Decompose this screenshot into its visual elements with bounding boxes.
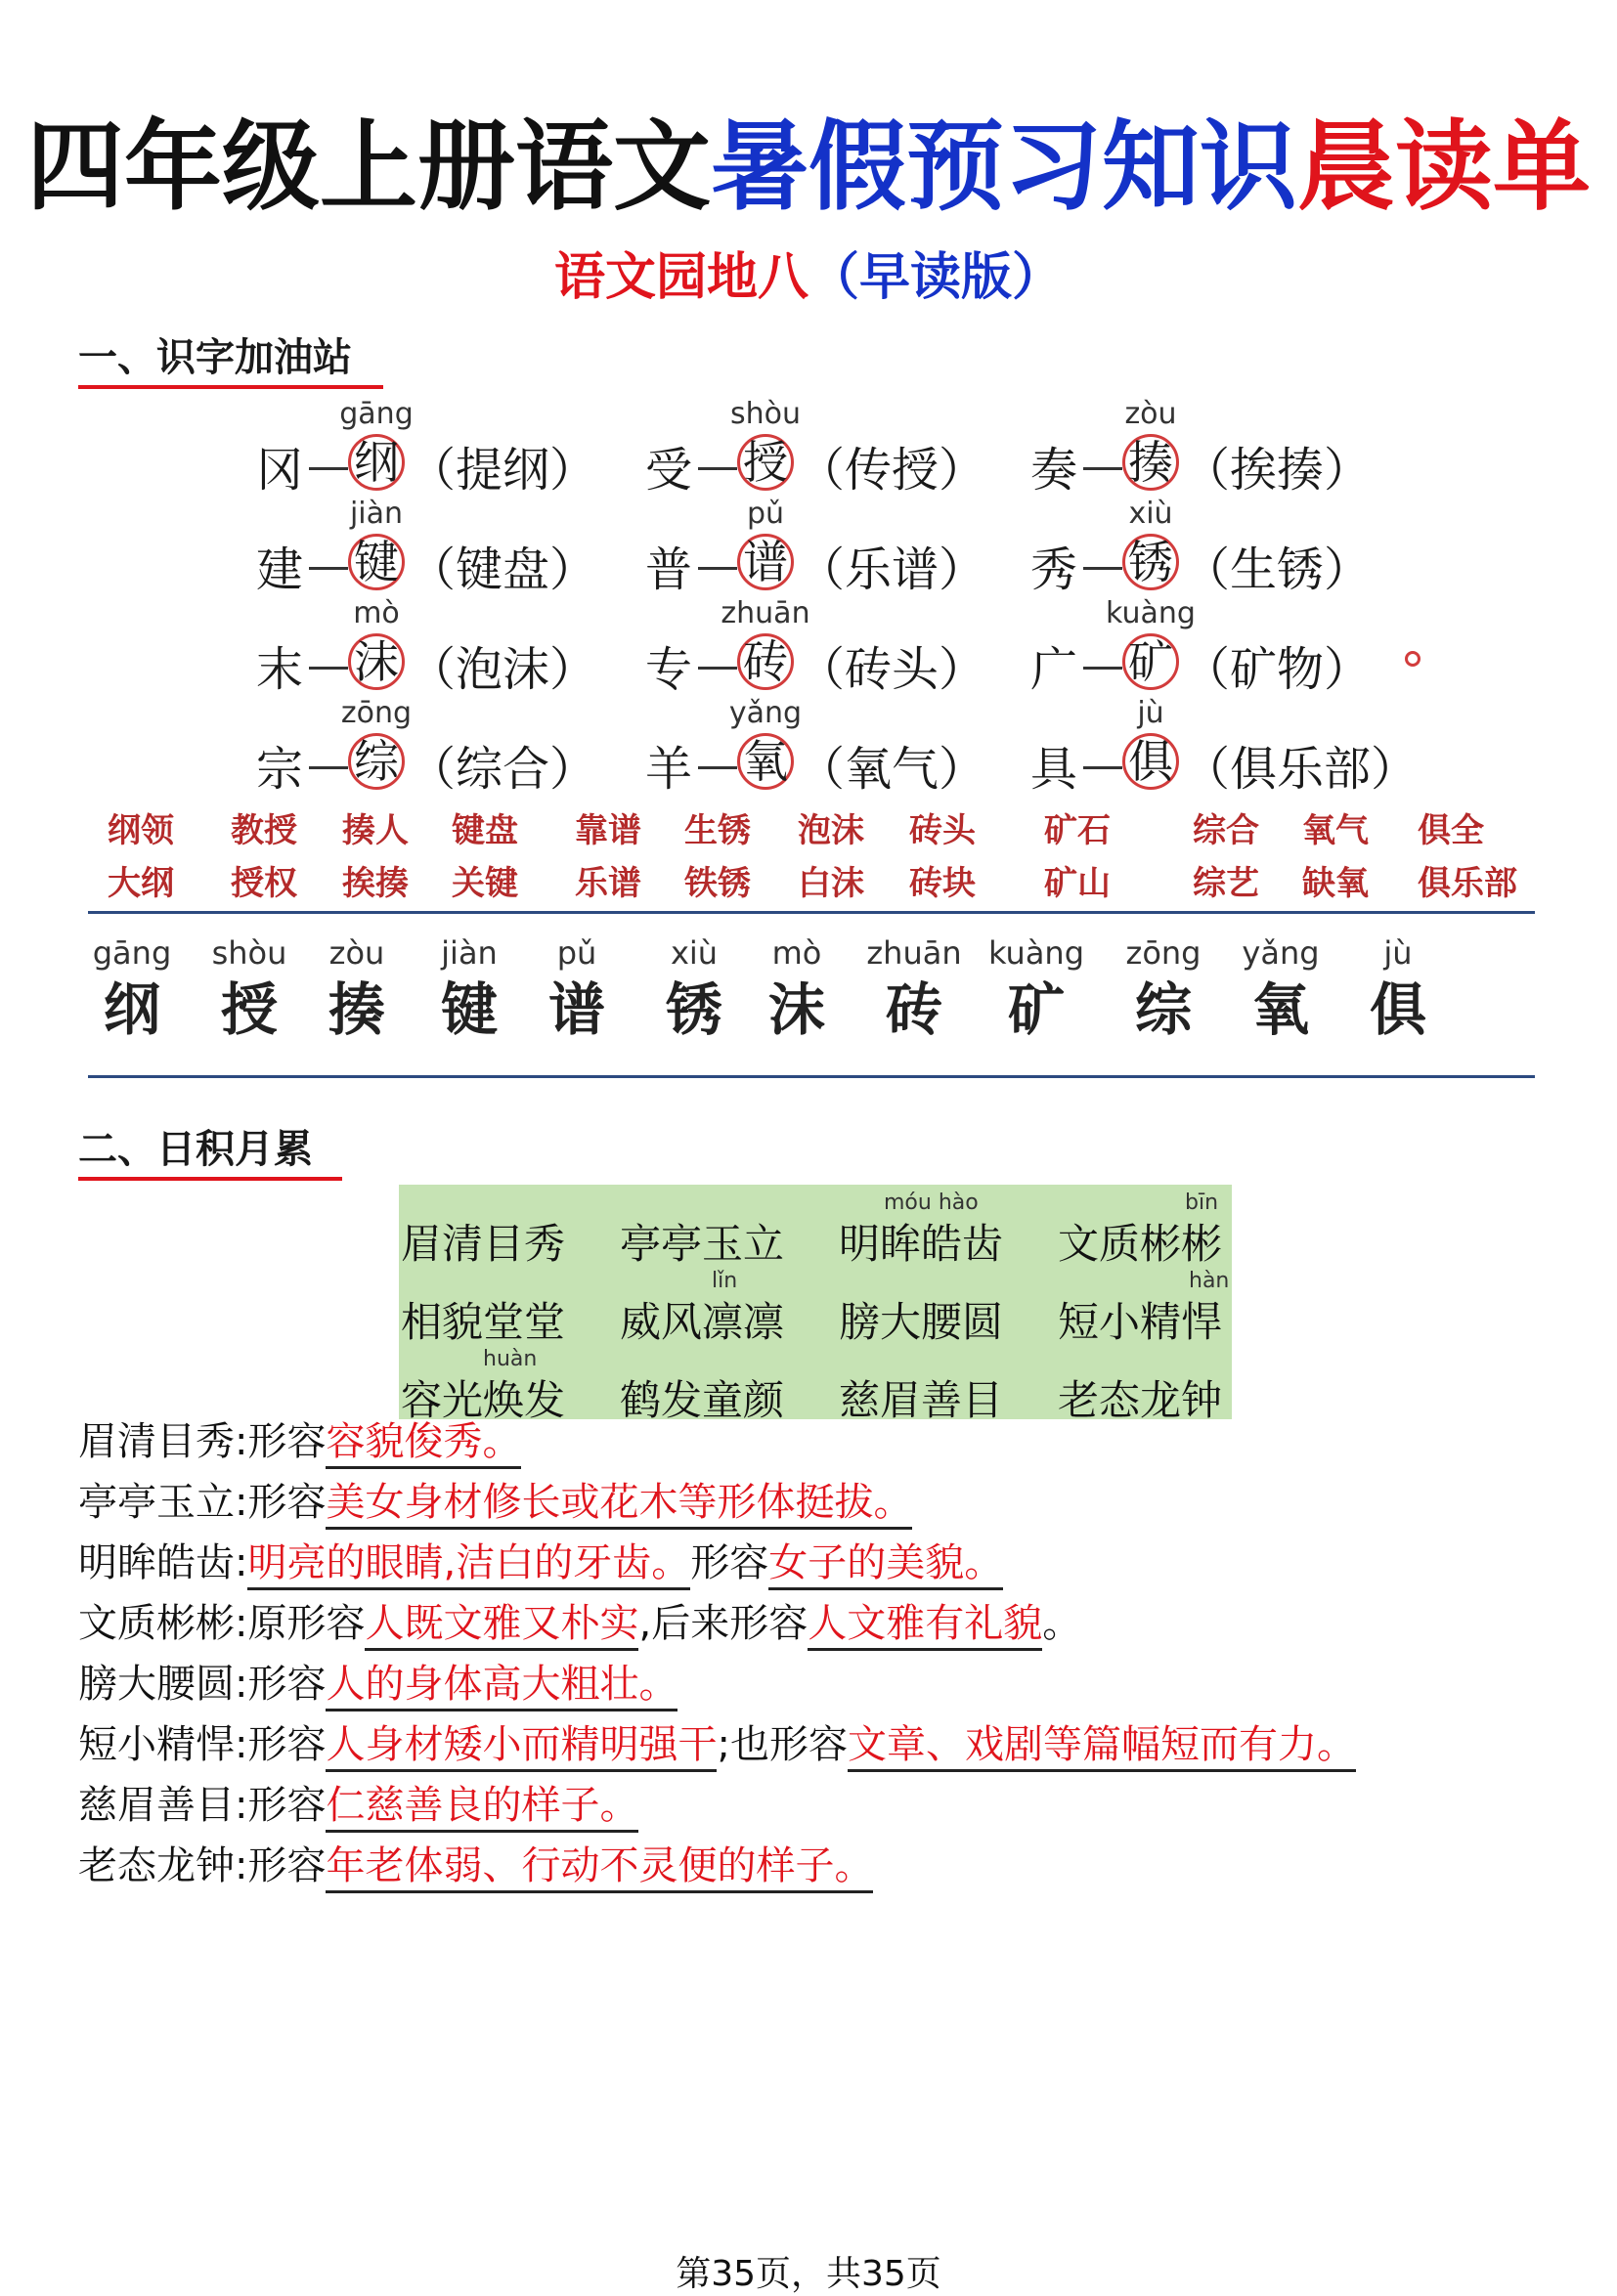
- decorative-dot: [1405, 651, 1420, 667]
- pinyin-label: yǎng: [1242, 934, 1320, 972]
- base-character: 普: [645, 542, 693, 597]
- summary-character: [523, 933, 631, 1047]
- base-character: 具: [1030, 742, 1078, 797]
- idiom-cell: [1056, 1185, 1264, 1268]
- pinyin-annotation: hàn: [1189, 1269, 1230, 1293]
- example-word: （泡沫）: [409, 642, 597, 697]
- word-cell: 靠谱: [575, 811, 641, 850]
- idiom-cell: [1056, 1341, 1264, 1424]
- word-cell: 综艺: [1193, 864, 1259, 903]
- circled-character: 谱: [737, 534, 794, 590]
- subtitle-main: 语文园地八: [553, 248, 808, 307]
- character-grid: [256, 397, 1429, 807]
- summary-char: 谱: [547, 976, 605, 1043]
- example-word: （矿物）: [1183, 642, 1372, 697]
- title-part-reading: 晨读单: [1297, 108, 1591, 224]
- example-word: （生锈）: [1183, 542, 1372, 597]
- explanation-answer: 文章、戏剧等篇幅短而有力。: [848, 1722, 1356, 1772]
- words-row: [108, 856, 1535, 909]
- explanation-text: 形容: [247, 1843, 327, 1888]
- explanation-line: [78, 1718, 1545, 1779]
- pinyin-label: yǎng: [728, 696, 803, 730]
- section-underline: [78, 385, 383, 389]
- example-word: （俱乐部）: [1183, 742, 1419, 797]
- base-character: 广: [1030, 642, 1078, 697]
- idiom-text: 鹤发童颜: [620, 1376, 785, 1424]
- example-word: （挨揍）: [1183, 443, 1372, 498]
- example-word: （综合）: [409, 742, 597, 797]
- idiom-term: 文质彬彬:: [78, 1601, 248, 1646]
- example-word: （传授）: [798, 443, 986, 498]
- dash-connector: [698, 667, 737, 670]
- pinyin-annotation: lǐn: [712, 1269, 738, 1293]
- base-character: 专: [645, 642, 693, 697]
- title-part-preview: 暑假预习知识: [711, 108, 1297, 224]
- idiom-box: [399, 1185, 1232, 1424]
- word-cell: 砖块: [909, 864, 976, 903]
- circled-character: 锈: [1122, 534, 1179, 590]
- summary-char: 沫: [767, 976, 825, 1043]
- pinyin-label: gāng: [339, 397, 414, 431]
- idiom-cell: [399, 1263, 607, 1346]
- summary-character: [196, 933, 303, 1047]
- idiom-explanations: [78, 1415, 1545, 1900]
- explanation-answer: 人的身体高大粗壮。: [326, 1662, 677, 1711]
- idiom-term: 慈眉善目:: [78, 1783, 248, 1828]
- pinyin-label: shòu: [211, 934, 287, 972]
- pinyin-label: jù: [1137, 696, 1164, 730]
- dash-connector: [309, 567, 348, 570]
- page-subtitle: [0, 244, 1617, 311]
- subtitle-edition: 早读版: [859, 248, 1013, 307]
- page-title: [0, 108, 1617, 225]
- dash-connector: [309, 467, 348, 470]
- idiom-term: 明眸皓齿:: [78, 1540, 248, 1585]
- summary-character: [1110, 933, 1217, 1047]
- character-row: [256, 397, 1429, 508]
- word-cell: 矿石: [1044, 811, 1111, 850]
- word-cell: 生锈: [684, 811, 751, 850]
- idiom-text: 亭亭玉立: [620, 1220, 785, 1268]
- pinyin-label: jiàn: [441, 934, 498, 972]
- pinyin-label: zōng: [340, 696, 413, 730]
- pinyin-annotation: huàn: [483, 1347, 538, 1371]
- pinyin-label: zhuān: [866, 934, 962, 972]
- words-row: [108, 803, 1535, 856]
- idiom-cell: [399, 1341, 607, 1424]
- word-cell: 俱全: [1418, 811, 1484, 850]
- dash-connector: [1083, 667, 1122, 670]
- section-title-text: 二、日积月累: [78, 1127, 313, 1172]
- idiom-cell: [618, 1263, 826, 1346]
- circled-character: 综: [348, 733, 405, 790]
- idiom-cell: [399, 1185, 607, 1268]
- dash-connector: [1083, 567, 1122, 570]
- idiom-cell: [618, 1185, 826, 1268]
- pinyin-annotation: bīn: [1185, 1191, 1219, 1215]
- word-cell: 俱乐部: [1418, 864, 1517, 903]
- summary-char: 锈: [665, 976, 722, 1043]
- dash-connector: [698, 567, 737, 570]
- base-character: 羊: [645, 742, 693, 797]
- explanation-answer: 人文雅有礼貌: [808, 1601, 1042, 1651]
- section-title-idioms: [78, 1124, 313, 1175]
- explanation-answer: 年老体弱、行动不灵便的样子。: [326, 1843, 873, 1893]
- subtitle-paren-open: （: [808, 248, 859, 307]
- word-cell: 教授: [231, 811, 297, 850]
- dash-connector: [1083, 467, 1122, 470]
- explanation-line: [78, 1537, 1545, 1597]
- pinyin-label: kuàng: [987, 934, 1085, 972]
- word-cell: 缺氧: [1302, 864, 1369, 903]
- example-word: （提纲）: [409, 443, 597, 498]
- pinyin-annotation: móu hào: [884, 1191, 979, 1215]
- word-cell: 砖头: [909, 811, 976, 850]
- example-word: （键盘）: [409, 542, 597, 597]
- words-table: [108, 803, 1535, 909]
- character-row: [256, 497, 1429, 608]
- base-character: 末: [256, 642, 304, 697]
- dash-connector: [309, 667, 348, 670]
- pinyin-label: gāng: [92, 934, 172, 972]
- circled-character: 授: [737, 434, 794, 491]
- circled-character: 俱: [1122, 733, 1179, 790]
- idiom-cell: [837, 1263, 1045, 1346]
- base-character: 受: [645, 443, 693, 498]
- word-cell: 授权: [231, 864, 297, 903]
- dash-connector: [1083, 766, 1122, 769]
- circled-character: 氧: [737, 733, 794, 790]
- circled-character: 砖: [737, 633, 794, 690]
- idiom-term: 亭亭玉立:: [78, 1480, 248, 1525]
- explanation-line: [78, 1476, 1545, 1537]
- example-word: （乐谱）: [798, 542, 986, 597]
- pinyin-label: shòu: [729, 397, 801, 431]
- section-title-characters: [78, 332, 352, 383]
- word-cell: 氧气: [1302, 811, 1369, 850]
- idiom-text: 老态龙钟: [1058, 1376, 1223, 1424]
- explanation-line: [78, 1415, 1545, 1476]
- explanation-text: ;也形容: [717, 1722, 848, 1767]
- summary-character: [303, 933, 411, 1047]
- character-row: [256, 596, 1429, 708]
- summary-char: 键: [440, 976, 498, 1043]
- pinyin-label: zòu: [328, 934, 385, 972]
- base-character: 建: [256, 542, 304, 597]
- idiom-text: 眉清目秀: [401, 1220, 566, 1268]
- explanation-text: 形容: [247, 1480, 327, 1525]
- summary-char: 综: [1134, 976, 1192, 1043]
- dash-connector: [698, 467, 737, 470]
- summary-character: [1227, 933, 1334, 1047]
- idiom-cell: [618, 1341, 826, 1424]
- table-rule-bottom: [88, 1075, 1535, 1078]
- pinyin-label: zōng: [1125, 934, 1202, 972]
- explanation-line: [78, 1658, 1545, 1718]
- explanation-answer: 人身材矮小而精明强干: [326, 1722, 717, 1772]
- pinyin-label: xiù: [670, 934, 719, 972]
- idiom-term: 眉清目秀:: [78, 1419, 248, 1464]
- pinyin-label: zhuān: [721, 596, 810, 630]
- summary-character: [1344, 933, 1452, 1047]
- summary-char: 纲: [103, 976, 160, 1043]
- word-cell: 关键: [452, 864, 518, 903]
- circled-character: 沫: [348, 633, 405, 690]
- idiom-text: 容光焕发: [401, 1376, 566, 1424]
- pinyin-label: jù: [1383, 934, 1413, 972]
- circled-character: 矿: [1122, 633, 1179, 690]
- pinyin-label: xiù: [1128, 497, 1173, 531]
- table-rule-top: [88, 911, 1535, 914]
- summary-char: 矿: [1007, 976, 1065, 1043]
- circled-character: 键: [348, 534, 405, 590]
- title-part-grade: 四年级上册语文: [26, 108, 711, 224]
- explanation-answer: 容貌俊秀。: [326, 1419, 521, 1469]
- base-character: 宗: [256, 742, 304, 797]
- idiom-cell: [837, 1341, 1045, 1424]
- summary-character: [743, 933, 851, 1047]
- pinyin-label: mò: [353, 596, 400, 630]
- base-character: 秀: [1030, 542, 1078, 597]
- idiom-text: 威风凛凛: [620, 1298, 785, 1346]
- dash-connector: [309, 766, 348, 769]
- idiom-text: 慈眉善目: [839, 1376, 1004, 1424]
- word-cell: 大纲: [108, 864, 174, 903]
- explanation-text: 形容: [247, 1419, 327, 1464]
- summary-char: 氧: [1251, 976, 1309, 1043]
- explanation-line: [78, 1840, 1545, 1900]
- explanation-text: 形容: [247, 1783, 327, 1828]
- idiom-text: 文质彬彬: [1058, 1220, 1223, 1268]
- idiom-text: 明眸皓齿: [839, 1220, 1004, 1268]
- pinyin-label: mò: [771, 934, 822, 972]
- word-cell: 键盘: [452, 811, 518, 850]
- circled-character: 揍: [1122, 434, 1179, 491]
- summary-character: [415, 933, 523, 1047]
- explanation-answer: 女子的美貌。: [768, 1540, 1003, 1590]
- word-cell: 纲领: [108, 811, 174, 850]
- word-cell: 综合: [1193, 811, 1259, 850]
- explanation-answer: 明亮的眼睛,洁白的牙齿。: [247, 1540, 690, 1590]
- pinyin-label: pǔ: [746, 497, 785, 531]
- pinyin-label: kuàng: [1106, 596, 1196, 630]
- explanation-line: [78, 1597, 1545, 1658]
- summary-char: 砖: [885, 976, 942, 1043]
- dash-connector: [698, 766, 737, 769]
- section-underline: [78, 1177, 342, 1181]
- idiom-text: 膀大腰圆: [839, 1298, 1004, 1346]
- explanation-answer: 仁慈善良的样子。: [326, 1783, 638, 1833]
- explanation-line: [78, 1779, 1545, 1840]
- idiom-cell: [1056, 1263, 1264, 1346]
- summary-char: 揍: [328, 976, 385, 1043]
- base-character: 奏: [1030, 443, 1078, 498]
- idiom-cell: [837, 1185, 1045, 1268]
- summary-character: [983, 933, 1090, 1047]
- word-cell: 泡沫: [798, 811, 864, 850]
- word-cell: 揍人: [342, 811, 409, 850]
- pinyin-label: pǔ: [556, 934, 597, 972]
- idiom-term: 膀大腰圆:: [78, 1662, 248, 1707]
- idiom-text: 相貌堂堂: [401, 1298, 566, 1346]
- character-row: [256, 696, 1429, 807]
- idiom-text: 短小精悍: [1058, 1298, 1223, 1346]
- example-word: （砖头）: [798, 642, 986, 697]
- subtitle-paren-close: ）: [1012, 248, 1064, 307]
- idiom-term: 短小精悍:: [78, 1722, 248, 1767]
- word-cell: 乐谱: [575, 864, 641, 903]
- section-title-text: 一、识字加油站: [78, 335, 352, 380]
- summary-char: 授: [220, 976, 278, 1043]
- base-character: 冈: [256, 443, 304, 498]
- explanation-text: ,后来形容: [638, 1601, 808, 1646]
- word-cell: 铁锈: [684, 864, 751, 903]
- summary-character: [640, 933, 748, 1047]
- pinyin-label: jiàn: [349, 497, 404, 531]
- explanation-answer: 人既文雅又朴实: [365, 1601, 638, 1651]
- example-word: （氧气）: [798, 742, 986, 797]
- word-cell: 挨揍: [342, 864, 409, 903]
- summary-character: [78, 933, 186, 1047]
- word-cell: 矿山: [1044, 864, 1111, 903]
- pinyin-label: zòu: [1124, 397, 1177, 431]
- page-footer: 第35页，共35页: [676, 2254, 941, 2294]
- idiom-term: 老态龙钟:: [78, 1843, 248, 1888]
- circled-character: 纲: [348, 434, 405, 491]
- word-cell: 白沫: [798, 864, 864, 903]
- summary-character: [860, 933, 968, 1047]
- explanation-text: 形容: [690, 1540, 769, 1585]
- explanation-text: 原形容: [247, 1601, 366, 1646]
- explanation-text: 形容: [247, 1722, 327, 1767]
- summary-char: 俱: [1369, 976, 1426, 1043]
- explanation-text: 形容: [247, 1662, 327, 1707]
- explanation-text: 。: [1042, 1601, 1082, 1646]
- explanation-answer: 美女身材修长或花木等形体挺拔。: [326, 1480, 912, 1530]
